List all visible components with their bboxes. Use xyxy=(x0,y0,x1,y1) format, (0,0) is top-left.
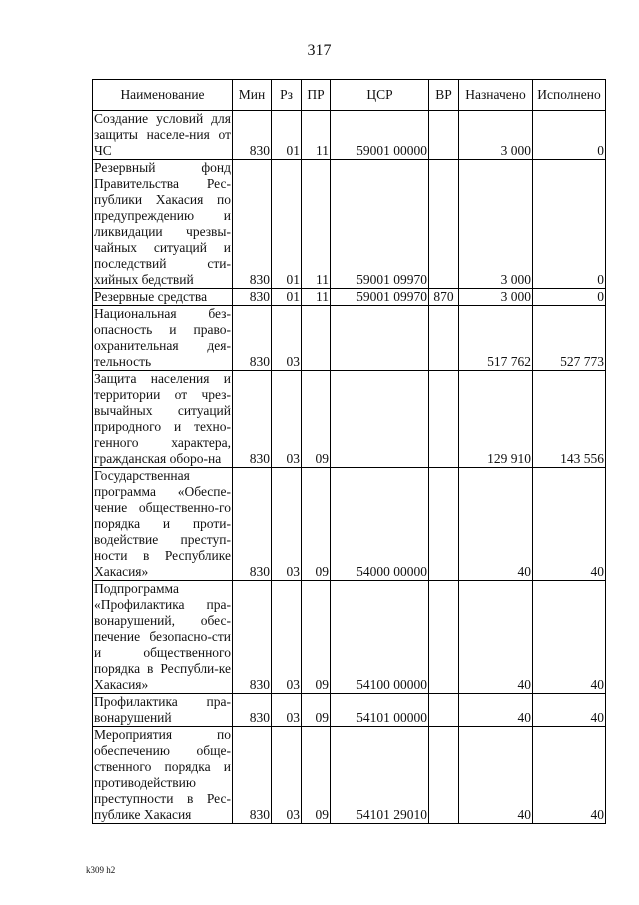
row-pr xyxy=(302,306,331,371)
row-rz: 03 xyxy=(272,306,302,371)
row-rz: 01 xyxy=(272,289,302,306)
row-name: Защита населения и территории от чрез-вычайных ситуаций природного и техно-генного характера, гражданская оборо-на xyxy=(94,371,231,466)
header-pr: ПР xyxy=(302,80,331,111)
row-csr: 54101 29010 xyxy=(331,727,429,824)
table-header-row xyxy=(93,80,606,111)
row-executed: 527 773 xyxy=(533,306,606,371)
row-assigned: 40 xyxy=(459,694,533,727)
header-vr: ВР xyxy=(429,80,459,111)
row-pr: 09 xyxy=(302,727,331,824)
row-pr: 11 xyxy=(302,111,331,160)
row-assigned: 40 xyxy=(459,727,533,824)
row-pr: 09 xyxy=(302,581,331,694)
table-row xyxy=(93,727,606,824)
row-rz: 03 xyxy=(272,727,302,824)
row-min: 830 xyxy=(233,289,272,306)
row-min: 830 xyxy=(233,306,272,371)
row-vr xyxy=(429,371,459,468)
row-name: Резервные средства xyxy=(93,289,233,306)
row-csr: 54000 00000 xyxy=(331,468,429,581)
row-assigned: 129 910 xyxy=(459,371,533,468)
table-row xyxy=(93,468,606,581)
row-assigned: 3 000 xyxy=(459,111,533,160)
footer-code: k309 h2 xyxy=(86,865,116,875)
row-min: 830 xyxy=(233,371,272,468)
row-executed: 0 xyxy=(533,289,606,306)
row-csr: 59001 00000 xyxy=(331,111,429,160)
row-assigned: 3 000 xyxy=(459,160,533,289)
row-csr: 59001 09970 xyxy=(331,289,429,306)
row-executed: 40 xyxy=(533,694,606,727)
row-vr xyxy=(429,468,459,581)
header-min: Мин xyxy=(233,80,272,111)
table-row xyxy=(93,581,606,694)
row-pr: 09 xyxy=(302,371,331,468)
row-assigned: 40 xyxy=(459,468,533,581)
row-pr: 09 xyxy=(302,694,331,727)
row-rz: 03 xyxy=(272,371,302,468)
row-rz: 03 xyxy=(272,694,302,727)
row-assigned: 3 000 xyxy=(459,289,533,306)
page-number: 317 xyxy=(307,42,332,59)
row-min: 830 xyxy=(233,468,272,581)
row-min: 830 xyxy=(233,581,272,694)
row-vr xyxy=(429,581,459,694)
row-pr: 11 xyxy=(302,160,331,289)
row-executed: 143 556 xyxy=(533,371,606,468)
row-vr xyxy=(429,306,459,371)
row-vr xyxy=(429,694,459,727)
row-name: Резервный фонд Правительства Рес-публики Хакасия по предупреждению и ликвидации чрезвы-чайных ситуаций и последствий сти-хийных бедствий xyxy=(94,160,231,287)
header-name: Наименование xyxy=(93,80,233,111)
row-csr xyxy=(331,371,429,468)
row-rz: 03 xyxy=(272,468,302,581)
row-name: Государственная программа «Обеспе-чение общественно-го порядка и проти-водействие преступ-ности в Республике Хакасия» xyxy=(94,468,231,579)
row-rz: 01 xyxy=(272,111,302,160)
row-pr: 09 xyxy=(302,468,331,581)
table-row xyxy=(93,306,606,371)
header-assigned: Назначено xyxy=(459,80,533,111)
row-assigned: 40 xyxy=(459,581,533,694)
row-assigned: 517 762 xyxy=(459,306,533,371)
row-name: Подпрограмма «Профилактика пра-вонарушений, обес-печение безопасно-сти и общественного порядка в Республи-ке Хакасия» xyxy=(94,581,231,692)
row-pr: 11 xyxy=(302,289,331,306)
row-csr xyxy=(331,306,429,371)
row-csr: 54101 00000 xyxy=(331,694,429,727)
header-executed: Исполнено xyxy=(533,80,606,111)
row-csr: 59001 09970 xyxy=(331,160,429,289)
header-csr: ЦСР xyxy=(331,80,429,111)
table-row xyxy=(93,160,606,289)
row-vr xyxy=(429,111,459,160)
row-min: 830 xyxy=(233,160,272,289)
row-vr: 870 xyxy=(429,289,459,306)
row-executed: 0 xyxy=(533,160,606,289)
row-executed: 40 xyxy=(533,727,606,824)
row-name: Мероприятия по обеспечению обще-ственного порядка и противодействию преступности в Рес-публике Хакасия xyxy=(94,727,231,822)
row-executed: 40 xyxy=(533,581,606,694)
row-executed: 0 xyxy=(533,111,606,160)
row-min: 830 xyxy=(233,727,272,824)
row-csr: 54100 00000 xyxy=(331,581,429,694)
budget-table xyxy=(92,79,606,824)
table-row xyxy=(93,289,606,306)
table-row xyxy=(93,694,606,727)
row-rz: 03 xyxy=(272,581,302,694)
row-min: 830 xyxy=(233,111,272,160)
row-min: 830 xyxy=(233,694,272,727)
row-name: Профилактика пра-вонарушений xyxy=(94,694,231,725)
row-vr xyxy=(429,727,459,824)
row-executed: 40 xyxy=(533,468,606,581)
row-name: Национальная без-опасность и право-охранительная дея-тельность xyxy=(94,306,231,369)
table-row xyxy=(93,371,606,468)
row-name: Создание условий для защиты населе-ния от ЧС xyxy=(94,111,231,158)
row-vr xyxy=(429,160,459,289)
header-rz: Рз xyxy=(272,80,302,111)
table-row xyxy=(93,111,606,160)
row-rz: 01 xyxy=(272,160,302,289)
